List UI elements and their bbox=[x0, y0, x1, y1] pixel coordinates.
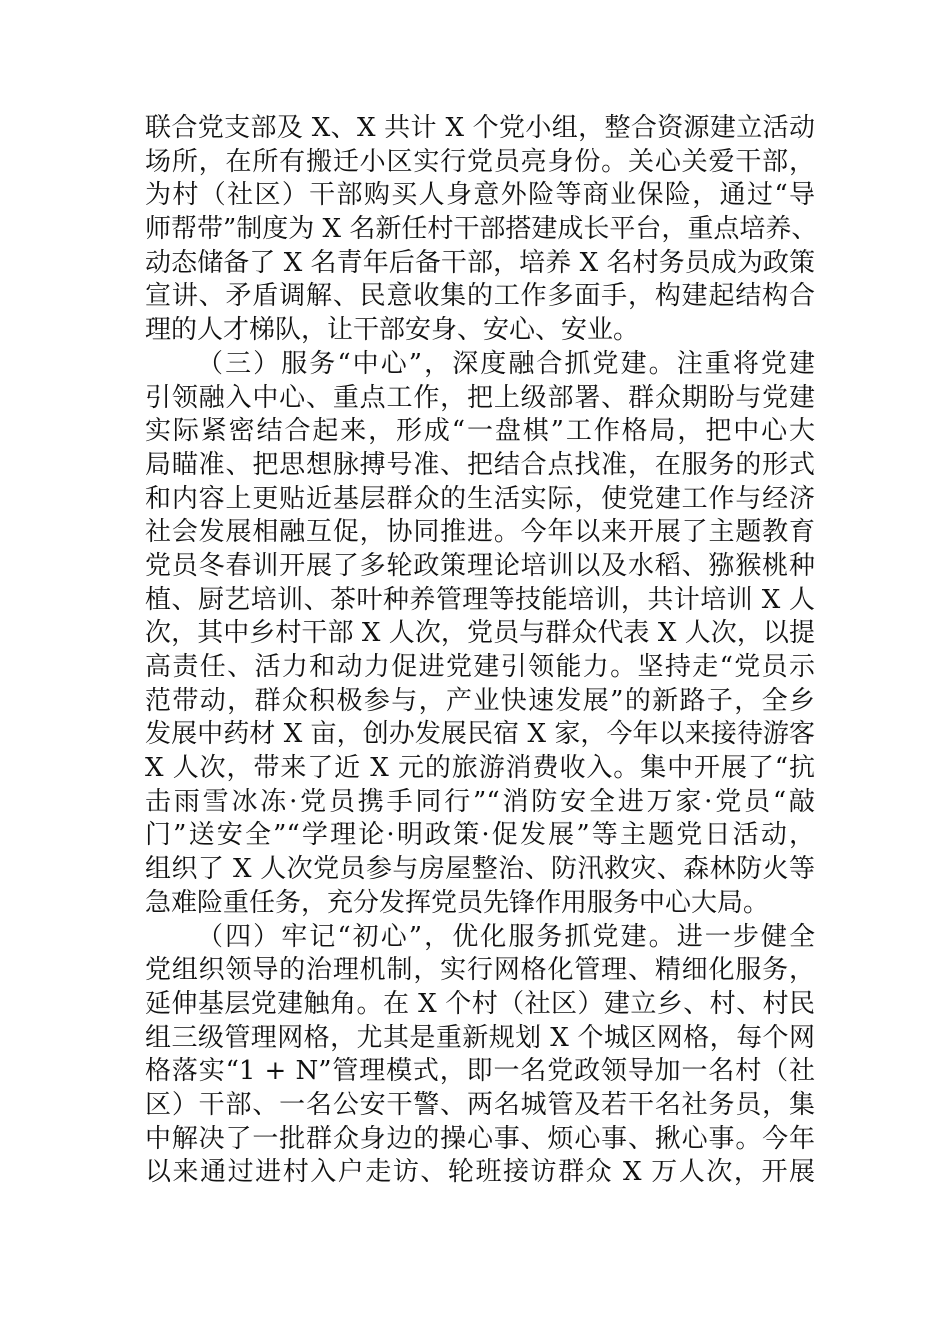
text-line: 发展中药材 X 亩，创办发展民宿 X 家，今年以来接待游客 bbox=[145, 719, 815, 750]
text-line: 实际紧密结合起来，形成“一盘棋”工作格局，把中心大 bbox=[145, 416, 815, 447]
text-line: 组三级管理网格，尤其是重新规划 X 个城区网格，每个网 bbox=[145, 1022, 815, 1053]
text-line: 师帮带”制度为 X 名新任村干部搭建成长平台，重点培养、 bbox=[145, 214, 818, 245]
text-line: 党组织领导的治理机制，实行网格化管理、精细化服务， bbox=[145, 955, 815, 986]
text-line: 动态储备了 X 名青年后备干部，培养 X 名村务员成为政策 bbox=[145, 247, 815, 278]
text-line: 以来通过进村入户走访、轮班接访群众 X 万人次，开展 bbox=[145, 1157, 815, 1188]
text-line: 击雨雪冰冻·党员携手同行”“消防安全进万家·党员“敲 bbox=[145, 786, 815, 817]
text-line: 和内容上更贴近基层群众的生活实际，使党建工作与经济 bbox=[145, 483, 815, 514]
text-line: 理的人才梯队，让干部安身、安心、安业。 bbox=[145, 315, 640, 346]
text-line: 联合党支部及 X、X 共计 X 个党小组，整合资源建立活动 bbox=[145, 113, 815, 143]
section-heading-line: （三）服务“中心”，深度融合抓党建。注重将党建 bbox=[197, 348, 815, 379]
text-line: 急难险重任务，充分发挥党员先锋作用服务中心大局。 bbox=[145, 887, 770, 918]
text-line: 门”送安全”“学理论·明政策·促发展”等主题党日活动， bbox=[145, 820, 815, 851]
text-line: 延伸基层党建触角。在 X 个村（社区）建立乡、村、村民 bbox=[145, 988, 815, 1019]
text-line: 社会发展相融互促，协同推进。今年以来开展了主题教育 bbox=[145, 517, 815, 548]
text-line: 引领融入中心、重点工作，把上级部署、群众期盼与党建 bbox=[145, 382, 815, 413]
text-line: 区）干部、一名公安干警、两名城管及若干名社务员，集 bbox=[145, 1089, 815, 1120]
text-line: 为村（社区）干部购买人身意外险等商业保险，通过“导 bbox=[145, 180, 815, 211]
text-line: 场所，在所有搬迁小区实行党员亮身份。关心关爱干部， bbox=[145, 146, 815, 177]
text-line: 植、厨艺培训、茶叶种养管理等技能培训，共计培训 X 人 bbox=[145, 584, 815, 615]
section-heading-line: （四）牢记“初心”，优化服务抓党建。进一步健全 bbox=[197, 921, 815, 952]
text-line: 局瞄准、把思想脉搏号准、把结合点找准，在服务的形式 bbox=[145, 449, 815, 480]
body-text bbox=[145, 112, 818, 1190]
text-line: 组织了 X 人次党员参与房屋整治、防汛救灾、森林防火等 bbox=[145, 854, 815, 885]
text-line: 次，其中乡村干部 X 人次，党员与群众代表 X 人次，以提 bbox=[145, 618, 815, 649]
text-line: 格落实“1 + N”管理模式，即一名党政领导加一名村（社 bbox=[145, 1056, 815, 1087]
text-line: 宣讲、矛盾调解、民意收集的工作多面手，构建起结构合 bbox=[145, 281, 815, 312]
text-line: 中解决了一批群众身边的操心事、烦心事、揪心事。今年 bbox=[145, 1123, 815, 1154]
text-line: 范带动，群众积极参与，产业快速发展”的新路子，全乡 bbox=[145, 685, 815, 716]
text-line: 高责任、活力和动力促进党建引领能力。坚持走“党员示 bbox=[145, 652, 815, 682]
text-line: X 人次，带来了近 X 元的旅游消费收入。集中开展了“抗 bbox=[145, 753, 815, 784]
text-line: 党员冬春训开展了多轮政策理论培训以及水稻、猕猴桃种 bbox=[145, 550, 815, 581]
